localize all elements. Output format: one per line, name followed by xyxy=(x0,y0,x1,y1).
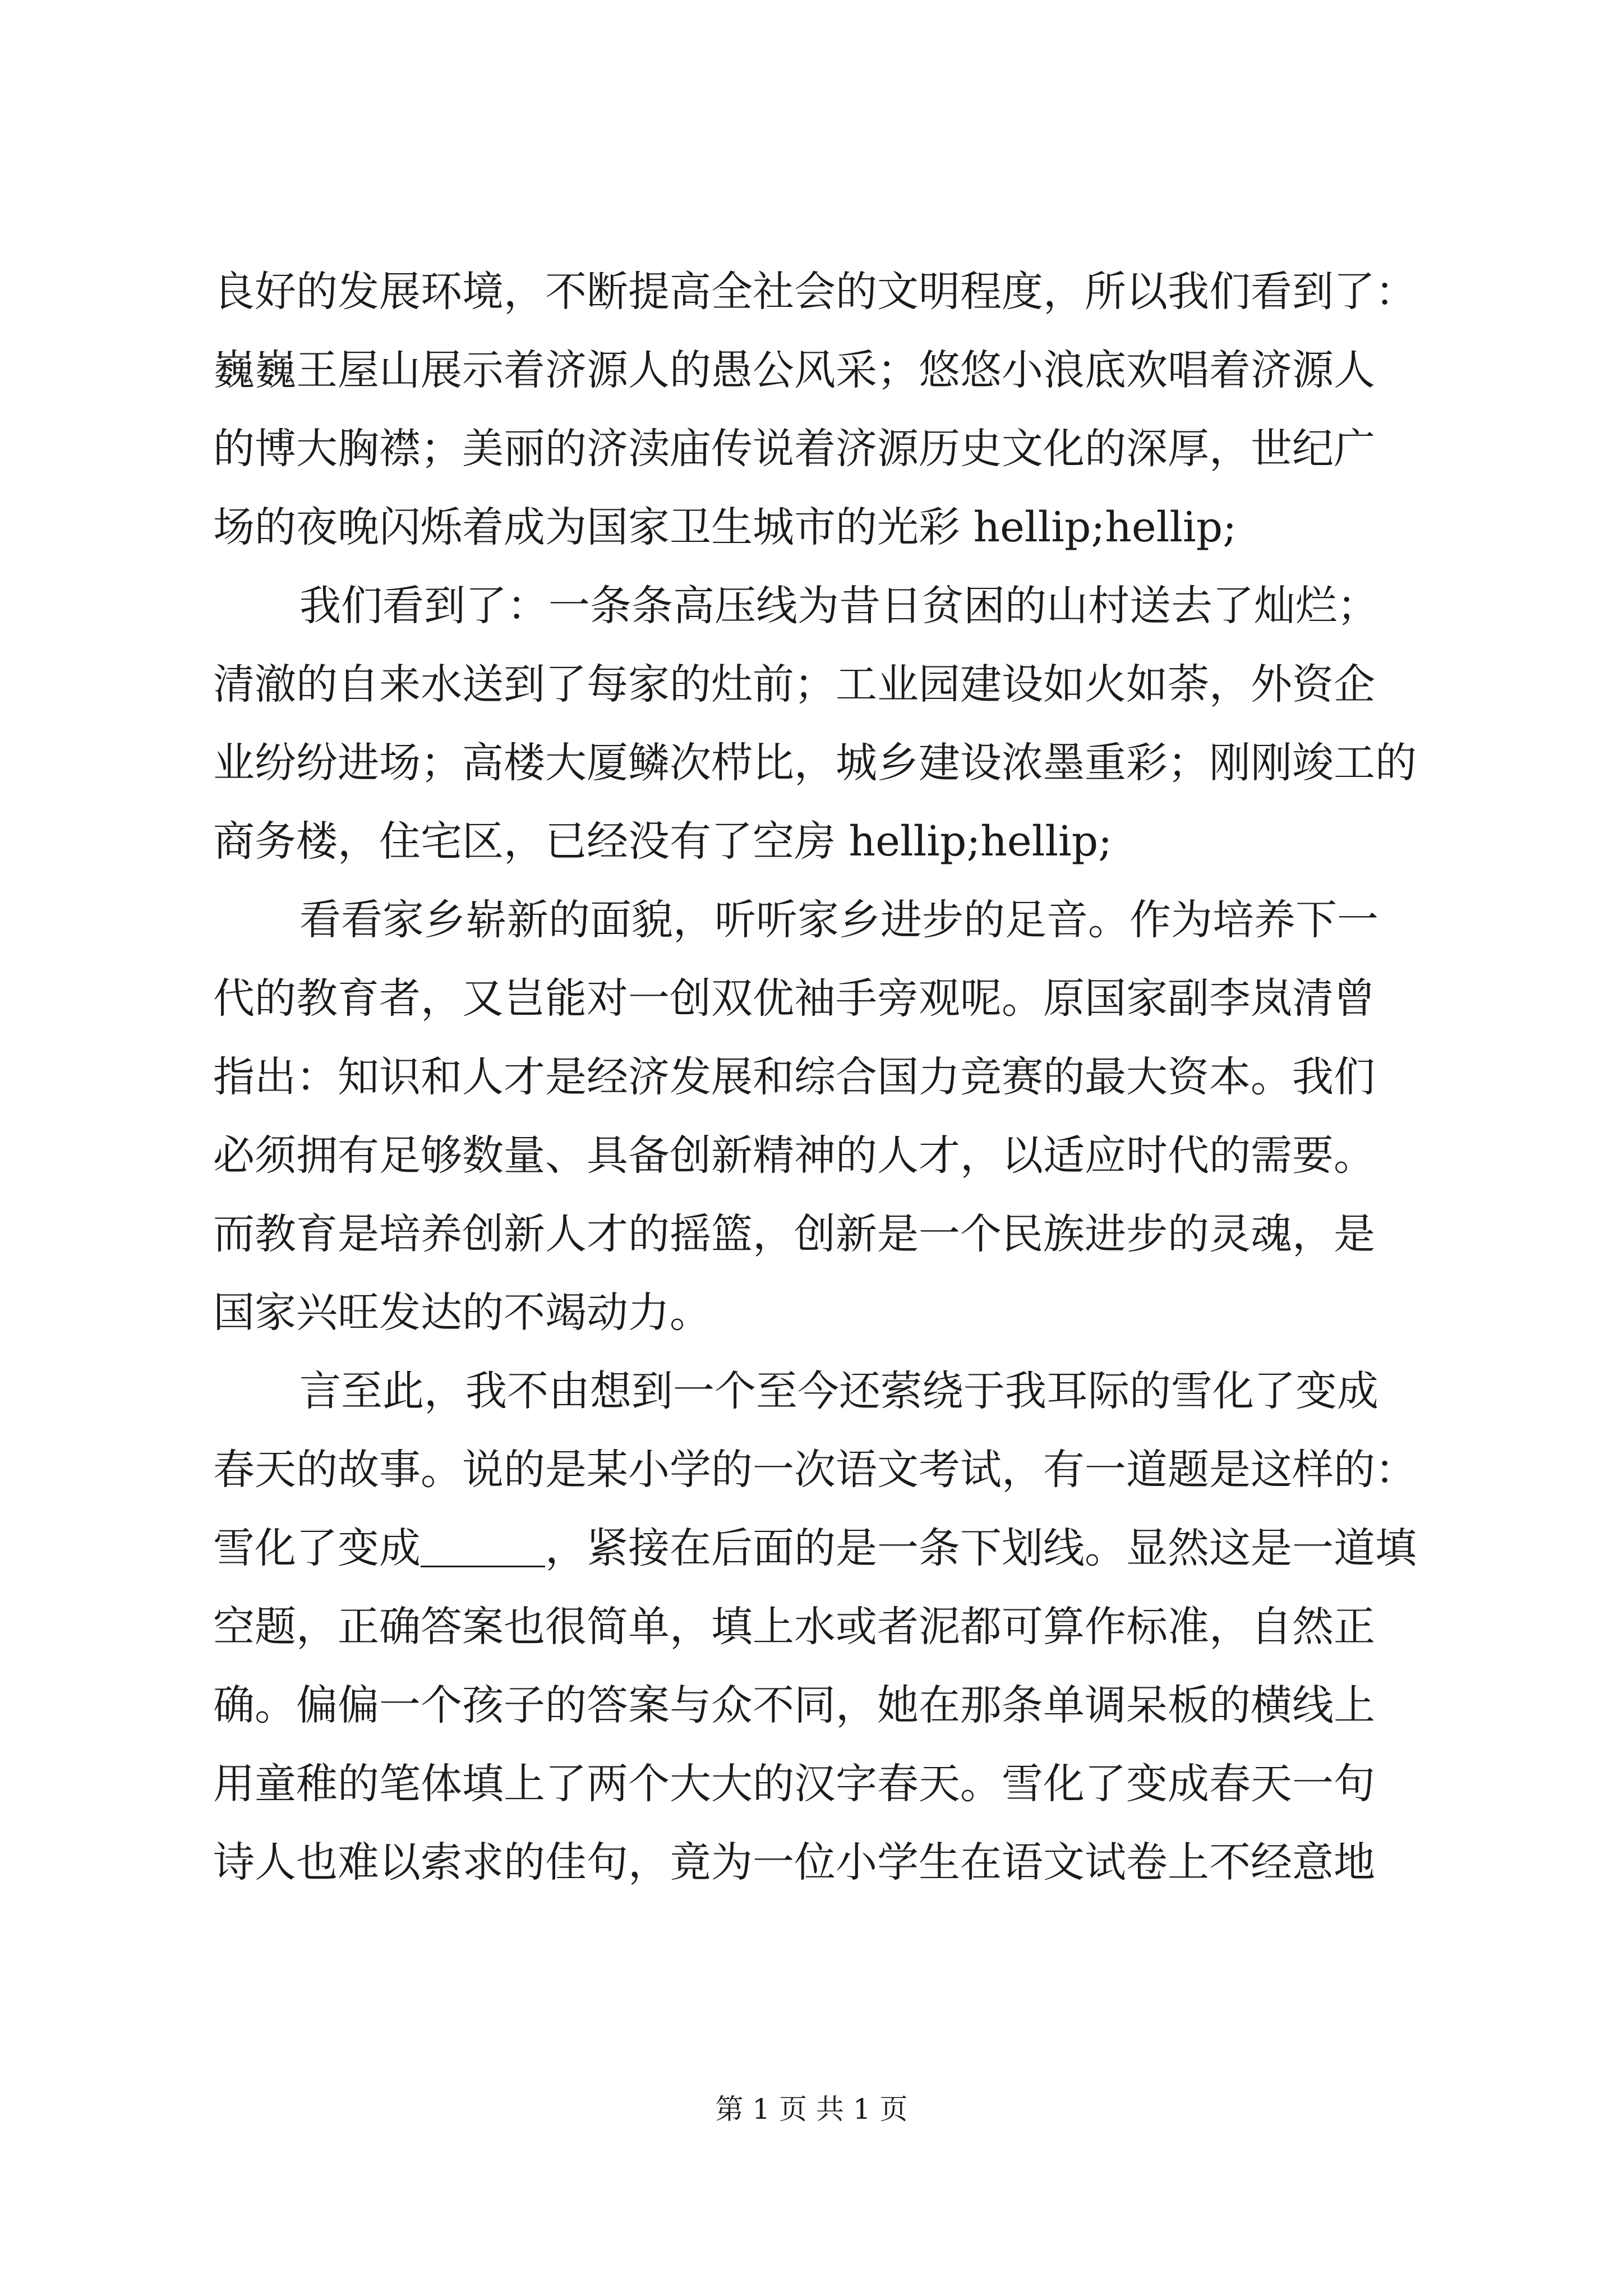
text-line: 场的夜晚闪烁着成为国家卫生城市的光彩 hellip;hellip; xyxy=(213,503,1237,551)
text-line: 国家兴旺发达的不竭动力。 xyxy=(213,1289,711,1337)
paragraph-2 xyxy=(213,567,1424,881)
page-number-footer: 第 1 页 共 1 页 xyxy=(715,2093,908,2125)
text-line: 言至此，我不由想到一个至今还萦绕于我耳际的雪化了变成 xyxy=(299,1367,1378,1415)
text-line: 雪化了变成＿＿＿，紧接在后面的是一条下划线。显然这是一道填 xyxy=(213,1524,1417,1572)
paragraph-1 xyxy=(213,252,1424,567)
text-line: 而教育是培养创新人才的摇篮，创新是一个民族进步的灵魂，是 xyxy=(213,1210,1375,1258)
text-line: 指出：知识和人才是经济发展和综合国力竞赛的最大资本。我们 xyxy=(213,1053,1375,1101)
paragraph-3 xyxy=(213,881,1424,1352)
text-line: 空题，正确答案也很简单，填上水或者泥都可算作标准，自然正 xyxy=(213,1603,1375,1651)
text-line: 我们看到了：一条条高压线为昔日贫困的山村送去了灿烂； xyxy=(299,582,1378,630)
document-body xyxy=(213,252,1424,1902)
paragraph-4 xyxy=(213,1352,1424,1902)
text-line: 清澈的自来水送到了每家的灶前；工业园建设如火如荼，外资企 xyxy=(213,660,1375,708)
text-line: 代的教育者，又岂能对一创双优袖手旁观呢。原国家副李岚清曾 xyxy=(213,974,1375,1023)
text-line: 业纷纷进场；高楼大厦鳞次栉比，城乡建设浓墨重彩；刚刚竣工的 xyxy=(213,739,1417,787)
text-line: 的博大胸襟；美丽的济渎庙传说着济源历史文化的深厚，世纪广 xyxy=(213,425,1375,473)
text-line: 良好的发展环境，不断提高全社会的文明程度，所以我们看到了： xyxy=(213,268,1417,316)
text-line: 用童稚的笔体填上了两个大大的汉字春天。雪化了变成春天一句 xyxy=(213,1760,1375,1808)
text-line: 诗人也难以索求的佳句，竟为一位小学生在语文试卷上不经意地 xyxy=(213,1838,1375,1887)
text-line: 确。偏偏一个孩子的答案与众不同，她在那条单调呆板的横线上 xyxy=(213,1681,1375,1729)
text-line: 必须拥有足够数量、具备创新精神的人才，以适应时代的需要。 xyxy=(213,1131,1375,1180)
text-line: 商务楼，住宅区，已经没有了空房 hellip;hellip; xyxy=(213,817,1113,866)
text-line: 巍巍王屋山展示着济源人的愚公风采；悠悠小浪底欢唱着济源人 xyxy=(213,346,1375,394)
text-line: 看看家乡崭新的面貌，听听家乡进步的足音。作为培养下一 xyxy=(299,896,1378,944)
text-line: 春天的故事。说的是某小学的一次语文考试，有一道题是这样的： xyxy=(213,1446,1417,1494)
